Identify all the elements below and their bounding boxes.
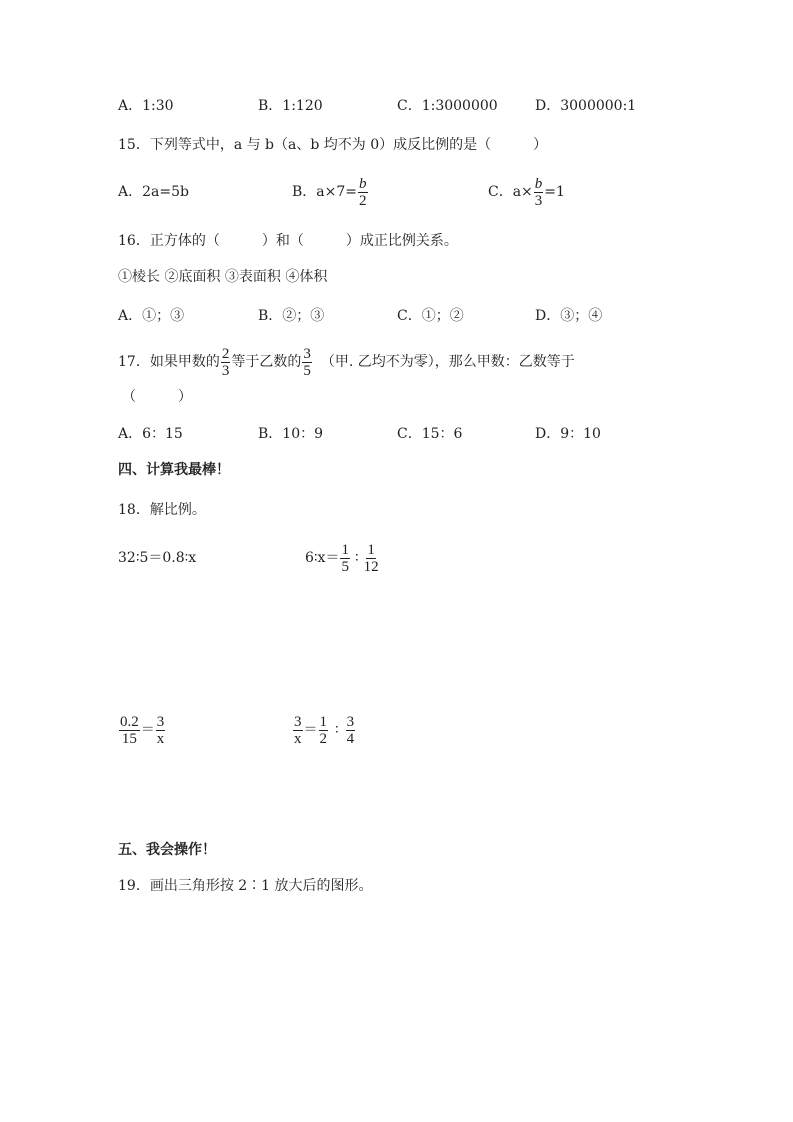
q14-option-a: A．1:30 [118, 98, 174, 114]
fraction [358, 176, 368, 209]
denominator: 12 [363, 558, 379, 575]
fraction [364, 542, 379, 575]
fraction [534, 176, 544, 209]
q14-option-d: D．3000000:1 [535, 98, 637, 114]
q14-option-c: C．1:3000000 [397, 98, 498, 114]
section-5-heading: 五、我会操作！ [118, 842, 216, 858]
fraction [319, 714, 329, 747]
q15-stem: 15．下列等式中，a 与 b（a、b 均不为 0）成反比例的是（ ） [118, 137, 548, 153]
section-4-heading: 四、计算我最棒！ [118, 462, 230, 478]
q16-option-b: B．②；③ [258, 308, 325, 324]
q16-option-c: C．①；② [397, 308, 464, 324]
q16-items: ①棱长 ②底面积 ③表面积 ④体积 [118, 269, 328, 285]
q15-c-post: =1 [544, 184, 565, 200]
eq-text: 6∶x＝ [305, 550, 340, 566]
q19-stem: 19．画出三角形按 2∶1 放大后的图形。 [118, 878, 373, 894]
q17-option-a: A．6：15 [118, 426, 183, 442]
q15-b-text: B．a×7= [292, 184, 358, 200]
equation-3 [118, 712, 166, 748]
denominator: 5 [341, 558, 349, 575]
q17-option-c: C．15：6 [397, 426, 463, 442]
numerator: b [534, 175, 543, 192]
q15-option-c [488, 174, 565, 210]
numerator: 0.2 [120, 713, 139, 730]
denominator: 2 [319, 730, 327, 747]
fraction [302, 346, 312, 379]
q15-option-b [292, 174, 369, 210]
eq-text: ∶ [335, 722, 339, 738]
q15-option-a: A．2a=5b [118, 184, 189, 200]
q17-text: （甲. 乙均不为零），那么甲数：乙数等于 [320, 354, 575, 370]
numerator: 3 [156, 713, 165, 730]
numerator: b [359, 175, 367, 192]
numerator: 2 [221, 345, 230, 362]
denominator: 5 [303, 362, 311, 379]
eq-text: ＝ [140, 722, 155, 738]
denominator: 3 [534, 192, 543, 209]
numerator: 3 [303, 345, 311, 362]
fraction [293, 714, 303, 747]
numerator: 3 [294, 713, 302, 730]
denominator: x [156, 730, 165, 747]
eq-text: ＝ [303, 722, 318, 738]
q17-option-b: B．10：9 [258, 426, 324, 442]
fraction [346, 714, 356, 747]
denominator: 3 [221, 362, 230, 379]
numerator: 1 [341, 541, 349, 558]
q18-stem: 18．解比例。 [118, 502, 206, 518]
q16-option-a: A．①；③ [118, 308, 185, 324]
q16-option-d: D．③；④ [535, 308, 603, 324]
equation-2 [305, 540, 380, 576]
numerator: 1 [367, 541, 375, 558]
q17-text: 17．如果甲数的 [118, 354, 220, 370]
eq-text: ∶ [354, 550, 359, 566]
denominator: x [294, 730, 302, 747]
equation-1: 32∶5＝0.8∶x [118, 550, 197, 566]
q17-stem [118, 344, 575, 380]
fraction [156, 714, 166, 747]
q17-text: 等于乙数的 [231, 354, 302, 370]
q14-option-b: B．1:120 [258, 98, 323, 114]
q15-c-text: C．a× [488, 184, 533, 200]
q16-stem: 16．正方体的（ ）和（ ）成正比例关系。 [118, 233, 458, 249]
numerator: 3 [346, 713, 355, 730]
fraction [340, 542, 350, 575]
fraction [119, 714, 140, 747]
denominator: 4 [346, 730, 355, 747]
q17-option-d: D．9：10 [535, 426, 601, 442]
fraction [221, 346, 231, 379]
equation-4 [292, 712, 356, 748]
denominator: 2 [359, 192, 367, 209]
denominator: 15 [121, 730, 137, 747]
numerator: 1 [319, 713, 327, 730]
q17-answer-paren: （ ） [122, 389, 192, 405]
